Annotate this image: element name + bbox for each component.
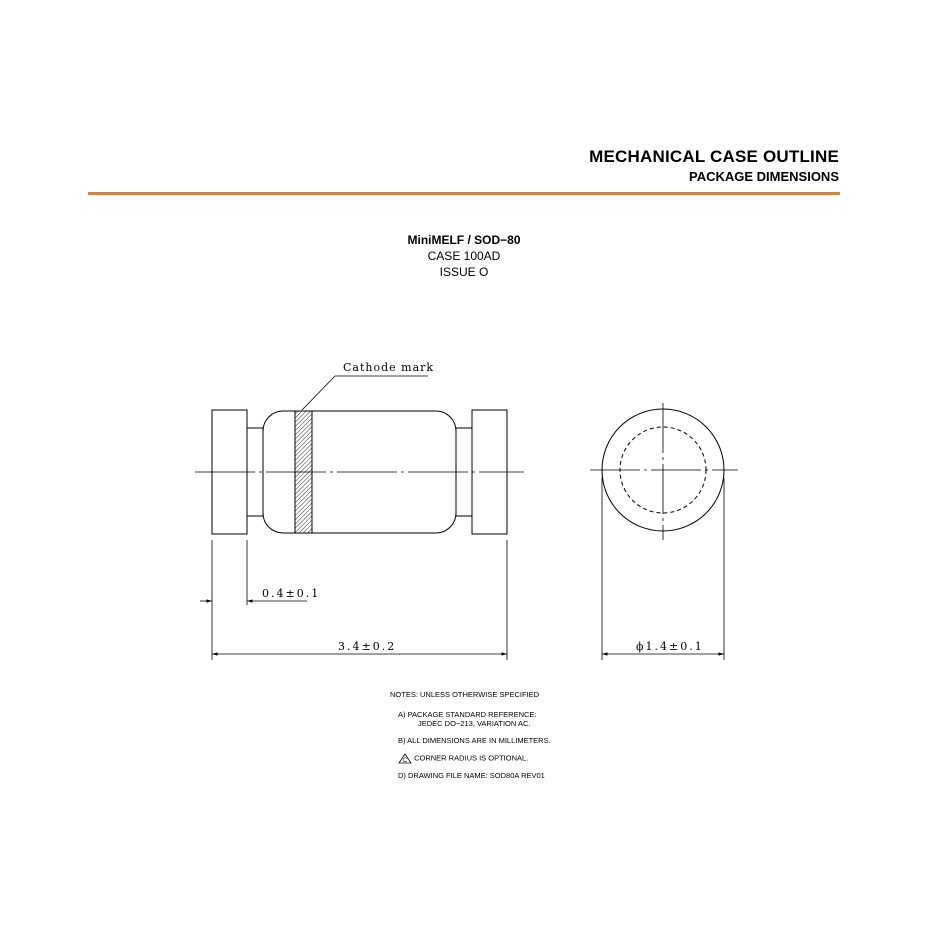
package-issue: ISSUE O [439, 265, 489, 279]
note-d: D) DRAWING FILE NAME: SOD80A REV01 [398, 771, 545, 780]
note-c-text: CORNER RADIUS IS OPTIONAL. [414, 753, 529, 763]
notes-heading: NOTES: UNLESS OTHERWISE SPECIFIED [390, 690, 540, 699]
side-view [195, 376, 524, 534]
dim-diameter-label: ϕ1.4±0.1 [636, 640, 704, 653]
package-name: MiniMELF / SOD−80 [407, 233, 521, 247]
note-c-triangle-icon [398, 753, 412, 764]
note-b: B) ALL DIMENSIONS ARE IN MILLIMETERS. [398, 736, 551, 745]
outline-title: MECHANICAL CASE OUTLINE [589, 147, 839, 166]
note-c-symbol: C [402, 758, 408, 764]
note-a-line1: A) PACKAGE STANDARD REFERENCE: [398, 710, 537, 719]
cathode-leader [302, 376, 428, 410]
outline-subtitle: PACKAGE DIMENSIONS [689, 169, 839, 184]
cathode-label: Cathode mark [343, 361, 435, 374]
package-case: CASE 100AD [427, 249, 501, 263]
end-view [590, 403, 738, 540]
dim-length-label: 3.4±0.2 [338, 640, 397, 653]
note-a [398, 710, 537, 728]
note-a-line2: JEDEC DO−213, VARIATION AC. [418, 719, 531, 728]
dim-lead-label: 0.4±0.1 [262, 587, 321, 600]
note-c [398, 753, 528, 764]
